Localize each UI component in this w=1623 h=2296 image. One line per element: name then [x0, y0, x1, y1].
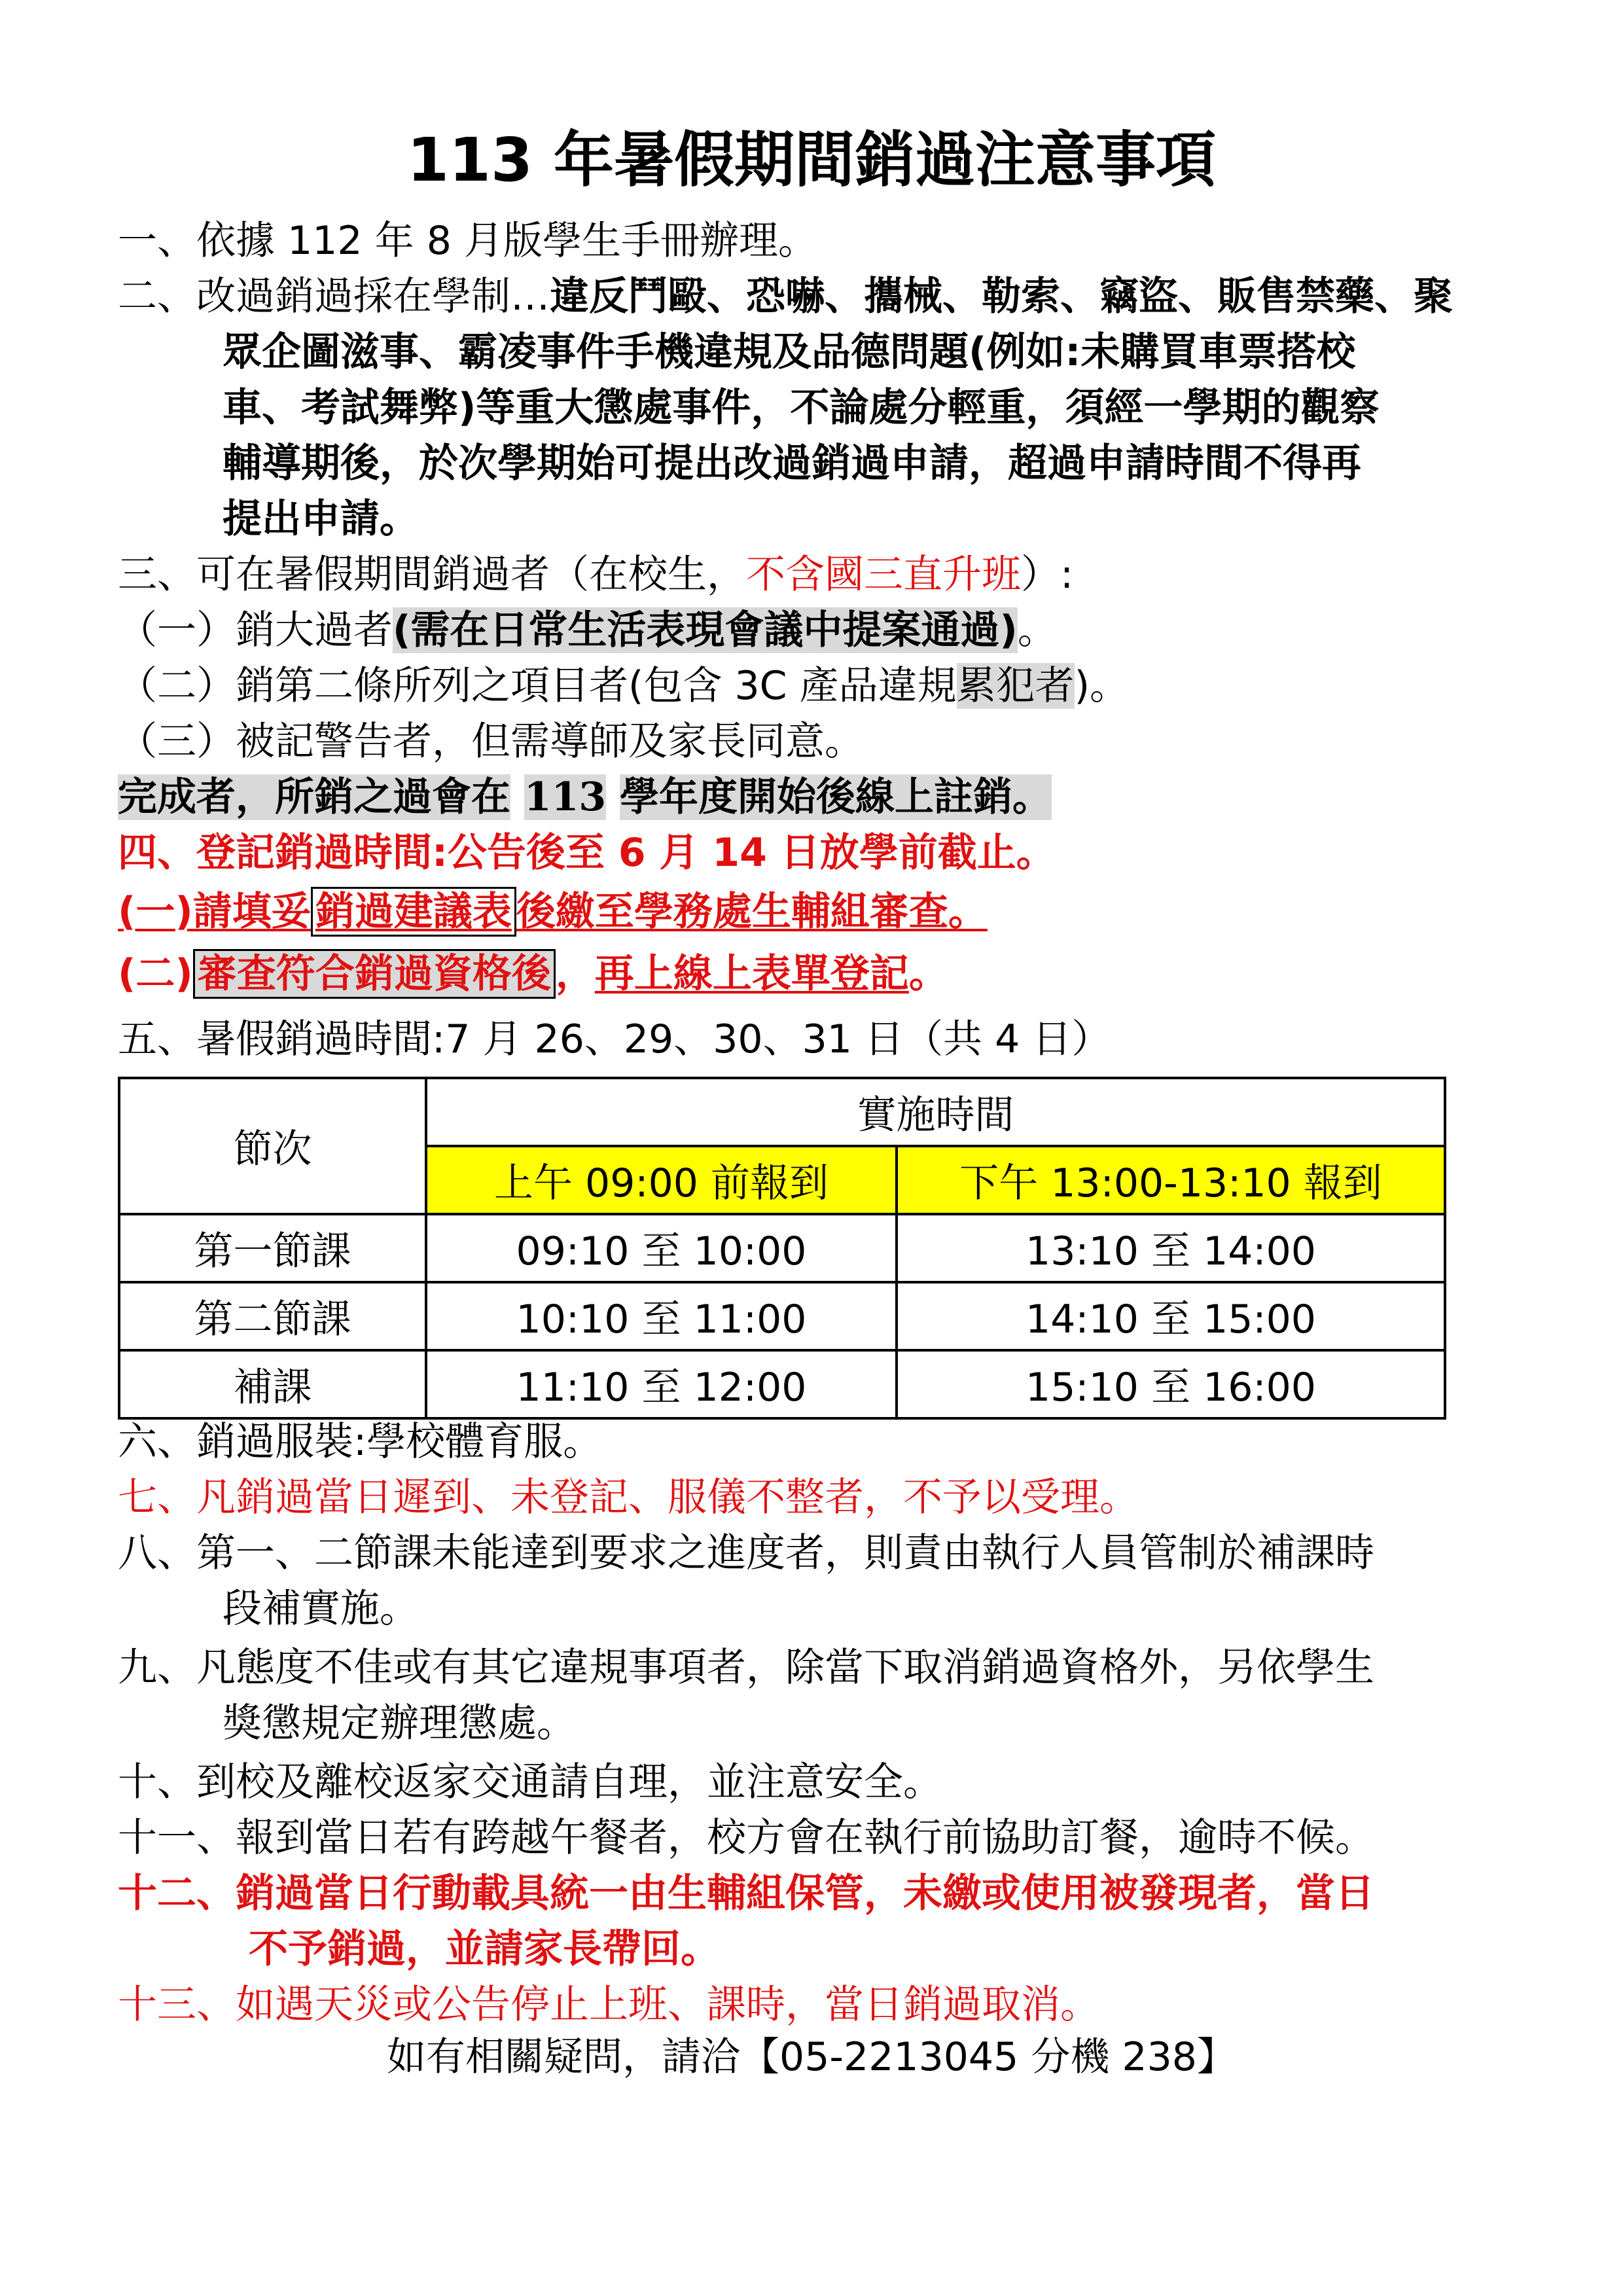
item-3-exception: 不含國三直升班: [746, 552, 1021, 598]
item-13: 十三、如遇天災或公告停止上班、課時，當日銷過取消。: [118, 1982, 1099, 2028]
item-11: 十一、報到當日若有跨越午餐者，校方會在執行前協助訂餐，逾時不候。: [118, 1815, 1374, 1861]
header-period: 節次: [119, 1078, 426, 1214]
item-3-prefix: 三、可在暑假期間銷過者（在校生，: [118, 552, 746, 598]
item-12-line-2: 不予銷過，並請家長帶回。: [249, 1926, 720, 1972]
item-3-suffix: ）:: [1021, 552, 1074, 598]
item-3-note-year: 113: [524, 774, 607, 820]
item-4-2: [118, 946, 948, 1002]
row-period: 補課: [119, 1350, 426, 1418]
item-3-note-a: 完成者，所銷之過會在: [118, 774, 510, 820]
item-3-note-c: 學年度開始後線上註銷。: [620, 774, 1052, 820]
item-2-line-1: [118, 268, 1453, 325]
item-3-2-highlight: 累犯者: [956, 663, 1075, 709]
item-3-1-condition: (需在日常生活表現會議中提案通過): [393, 607, 1018, 653]
item-4-2-suffix: 。: [908, 951, 948, 997]
schedule-table: [118, 1077, 1446, 1420]
item-3-2: [118, 658, 1129, 714]
item-4-2-review: 審查符合銷過資格後: [193, 949, 556, 999]
row-am: 11:10 至 12:00: [426, 1350, 897, 1418]
item-4-1: [118, 884, 988, 940]
contact-info: 如有相關疑問，請洽【05-2213045 分機 238】: [387, 2034, 1236, 2080]
item-9-line-2: 獎懲規定辦理懲處。: [223, 1700, 576, 1746]
row-period: 第一節課: [119, 1214, 426, 1282]
item-9-line-1: 九、凡態度不佳或有其它違規事項者，除當下取消銷過資格外，另依學生: [118, 1645, 1374, 1691]
item-2-line-3: 車、考試舞弊)等重大懲處事件，不論處分輕重，須經一學期的觀察: [223, 385, 1380, 431]
item-3-3: （三）被記警告者，但需導師及家長同意。: [118, 719, 864, 764]
item-3-note: [118, 769, 1052, 825]
item-4-1-prefix: (一)請填妥: [118, 889, 311, 935]
item-5: 五、暑假銷過時間:7 月 26、29、30、31 日（共 4 日）: [118, 1016, 1111, 1062]
item-4: 四、登記銷過時間:公告後至 6 月 14 日放學前截止。: [118, 830, 1056, 876]
item-1: 一、依據 112 年 8 月版學生手冊辦理。: [118, 218, 817, 264]
row-pm: 15:10 至 16:00: [897, 1350, 1445, 1418]
item-2-text: 違反鬥毆、恐嚇、攜械、勒索、竊盜、販售禁藥、聚: [550, 274, 1453, 319]
item-2-prefix: 二、改過銷過採在學制…: [118, 274, 550, 319]
item-3-1-suffix: 。: [1017, 607, 1057, 653]
item-4-2-comma: ，: [555, 951, 595, 997]
header-time: 實施時間: [426, 1078, 1445, 1146]
header-pm: 下午 13:00-13:10 報到: [897, 1146, 1445, 1214]
item-2-line-2: 眾企圖滋事、霸凌事件手機違規及品德問題(例如:未購買車票搭校: [223, 329, 1356, 375]
item-8-line-2: 段補實施。: [223, 1586, 419, 1632]
item-3-2-suffix: )。: [1074, 663, 1130, 709]
item-4-1-suffix: 後繳至學務處生輔組審查。: [516, 889, 988, 935]
item-12-line-1: 十二、銷過當日行動載具統一由生輔組保管，未繳或使用被發現者，當日: [118, 1871, 1374, 1916]
item-7: 七、凡銷過當日遲到、未登記、服儀不整者，不予以受理。: [118, 1475, 1139, 1520]
item-8-line-1: 八、第一、二節課未能達到要求之進度者，則責由執行人員管制於補課時: [118, 1530, 1374, 1576]
row-am: 10:10 至 11:00: [426, 1282, 897, 1350]
item-3: [118, 547, 1073, 603]
row-pm: 13:10 至 14:00: [897, 1214, 1445, 1282]
item-3-1: [118, 602, 1057, 658]
item-4-2-online-form[interactable]: 再上線上表單登記: [594, 951, 909, 997]
row-pm: 14:10 至 15:00: [897, 1282, 1445, 1350]
item-3-1-prefix: （一）銷大過者: [118, 607, 393, 653]
table-row: [119, 1350, 1445, 1418]
table-row: [119, 1282, 1445, 1350]
row-am: 09:10 至 10:00: [426, 1214, 897, 1282]
item-3-2-prefix: （二）銷第二條所列之項目者(包含 3C 產品違規: [118, 663, 957, 709]
table-row: [119, 1214, 1445, 1282]
item-10: 十、到校及離校返家交通請自理，並注意安全。: [118, 1759, 942, 1805]
row-period: 第二節課: [119, 1282, 426, 1350]
header-am: 上午 09:00 前報到: [426, 1146, 897, 1214]
item-6: 六、銷過服裝:學校體育服。: [118, 1419, 603, 1465]
item-4-1-form-link[interactable]: 銷過建議表: [311, 887, 516, 937]
item-2-line-4: 輔導期後，於次學期始可提出改過銷過申請，超過申請時間不得再: [223, 440, 1361, 486]
page-title: 113 年暑假期間銷過注意事項: [406, 125, 1217, 195]
item-2-line-5: 提出申請。: [223, 496, 419, 542]
item-4-2-prefix: (二): [118, 951, 193, 997]
